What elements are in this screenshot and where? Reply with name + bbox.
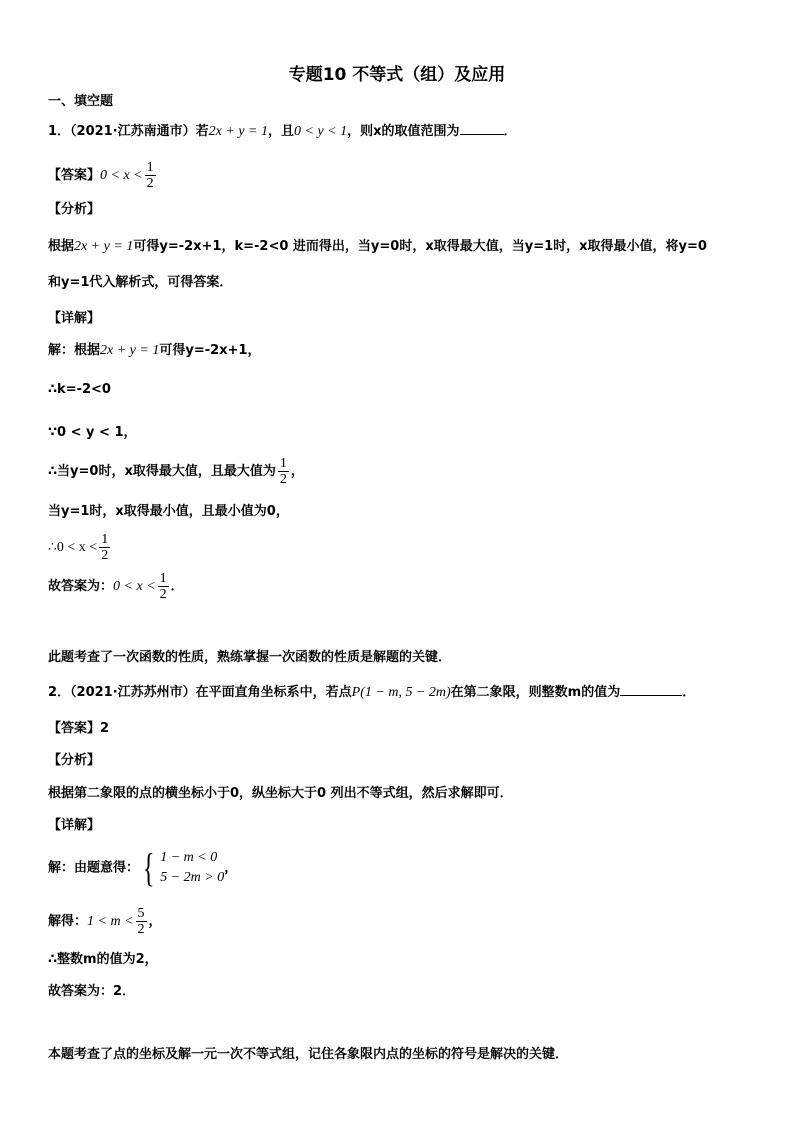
q2-d1-pre: 解：由题意得：: [48, 860, 140, 876]
q1-d6-expr: ∴0 < x <: [48, 540, 98, 555]
q2-stem: [48, 684, 695, 702]
q2-answer: 【答案】2: [48, 721, 110, 736]
q1-detail-line6: [48, 532, 112, 563]
q1-answer-blank: [460, 134, 504, 135]
fraction-numerator: 1: [101, 532, 109, 547]
q2-d2-expr: 1 < m <: [87, 914, 134, 929]
q2-d2-post: ，: [148, 914, 162, 929]
q2-inequality-system: [139, 845, 225, 890]
q1-stem: [48, 123, 517, 141]
q2-system-row1: 1 − m < 0: [160, 850, 218, 865]
fraction-numerator: 1: [159, 571, 167, 586]
q2-answer-blank: [620, 695, 682, 696]
q1-answer-label: 【答案】: [48, 168, 101, 183]
q1-stem-end: ．: [503, 124, 517, 139]
q1-analysis-post: 可得y=-2x+1，k=-2<0 进而得出，当y=0时，x取得最大值，当y=1时，x取得最小值，将y=0: [133, 239, 707, 254]
q1-answer: [48, 160, 158, 191]
page-title: 专题10 不等式（组）及应用: [288, 65, 506, 85]
q2-d1-post: ，: [224, 860, 238, 876]
q2-d2-fraction: [136, 906, 147, 937]
q1-stem-tail: ，则x的取值范围为: [347, 124, 460, 139]
q1-d7-fraction: [158, 571, 169, 602]
q1-analysis-line2: 和y=1代入解析式，可得答案．: [48, 275, 233, 290]
q1-detail-line4: [48, 456, 304, 487]
q1-analysis-label: 【分析】: [48, 202, 101, 217]
q1-d7-expr: 0 < x <: [113, 579, 156, 594]
q2-stem-tail: 在第二象限，则整数m的值为: [450, 685, 621, 700]
q2-detail-line4: 故答案为：2．: [48, 984, 136, 999]
q2-detail-line2: [48, 906, 162, 937]
q1-answer-expr: 0 < x <: [100, 168, 143, 183]
q2-point: P(1 − m, 5 − 2m): [351, 685, 451, 700]
q1-stem-prefix: 1．（2021·江苏南通市）若: [48, 124, 209, 139]
fraction-denominator: 2: [146, 176, 154, 191]
fraction-numerator: 1: [279, 456, 287, 471]
fraction-denominator: 2: [101, 548, 109, 563]
q1-d4-pre: ∴当y=0时，x取得最大值，且最大值为: [48, 464, 276, 479]
q1-d7-pre: 故答案为：: [48, 579, 114, 594]
q1-stem-mid: ，且: [268, 124, 295, 139]
q1-detail-line5: 当y=1时，x取得最小值，且最小值为0，: [48, 504, 289, 519]
q2-comment: 本题考查了点的坐标及解一元一次不等式组，记住各象限内点的坐标的符号是解决的关键．: [48, 1047, 569, 1062]
q1-analysis-pre: 根据: [48, 239, 75, 254]
fraction-numerator: 1: [146, 160, 154, 175]
q1-d4-post: ，: [290, 464, 304, 479]
q1-detail-line7: [48, 571, 184, 602]
q1-comment: 此题考查了一次函数的性质，熟练掌握一次函数的性质是解题的关键．: [48, 650, 452, 665]
q1-equation: 2x + y = 1: [208, 124, 268, 139]
q2-detail-label: 【详解】: [48, 818, 101, 833]
q2-analysis-label: 【分析】: [48, 753, 101, 768]
q1-detail-line1: [48, 342, 260, 360]
q2-detail-line3: ∴整数m的值为2，: [48, 952, 158, 967]
q2-stem-end: ．: [682, 685, 696, 700]
q1-analysis-eq: 2x + y = 1: [74, 239, 134, 254]
q1-detail-line2: ∴k=-2<0: [48, 382, 111, 397]
q2-d2-pre: 解得：: [48, 914, 88, 929]
q1-analysis-line1: [48, 238, 707, 256]
q1-d1-post: 可得y=-2x+1，: [159, 343, 261, 358]
fraction-numerator: 5: [137, 906, 145, 921]
fraction-denominator: 2: [159, 587, 167, 602]
q1-d4-fraction: [278, 456, 289, 487]
section-heading: 一、填空题: [48, 94, 114, 109]
q1-detail-label: 【详解】: [48, 311, 101, 326]
q1-detail-line3: ∵0 < y < 1，: [48, 425, 137, 440]
q2-analysis: 根据第二象限的点的横坐标小于0，纵坐标大于0 列出不等式组，然后求解即可．: [48, 786, 513, 801]
left-brace-icon: {: [142, 845, 155, 890]
q1-d1-eq: 2x + y = 1: [100, 343, 160, 358]
q1-d6-fraction: [99, 532, 110, 563]
q2-system-row2: 5 − 2m > 0: [160, 870, 225, 885]
q1-condition: 0 < y < 1: [294, 124, 348, 139]
q2-stem-prefix: 2．（2021·江苏苏州市）在平面直角坐标系中，若点: [48, 685, 352, 700]
q1-answer-fraction: [145, 160, 156, 191]
q1-d7-post: ．: [170, 579, 184, 594]
fraction-denominator: 2: [137, 922, 145, 937]
fraction-denominator: 2: [279, 472, 287, 487]
q2-detail-line1: [48, 845, 238, 890]
q1-d1-pre: 解：根据: [48, 343, 101, 358]
